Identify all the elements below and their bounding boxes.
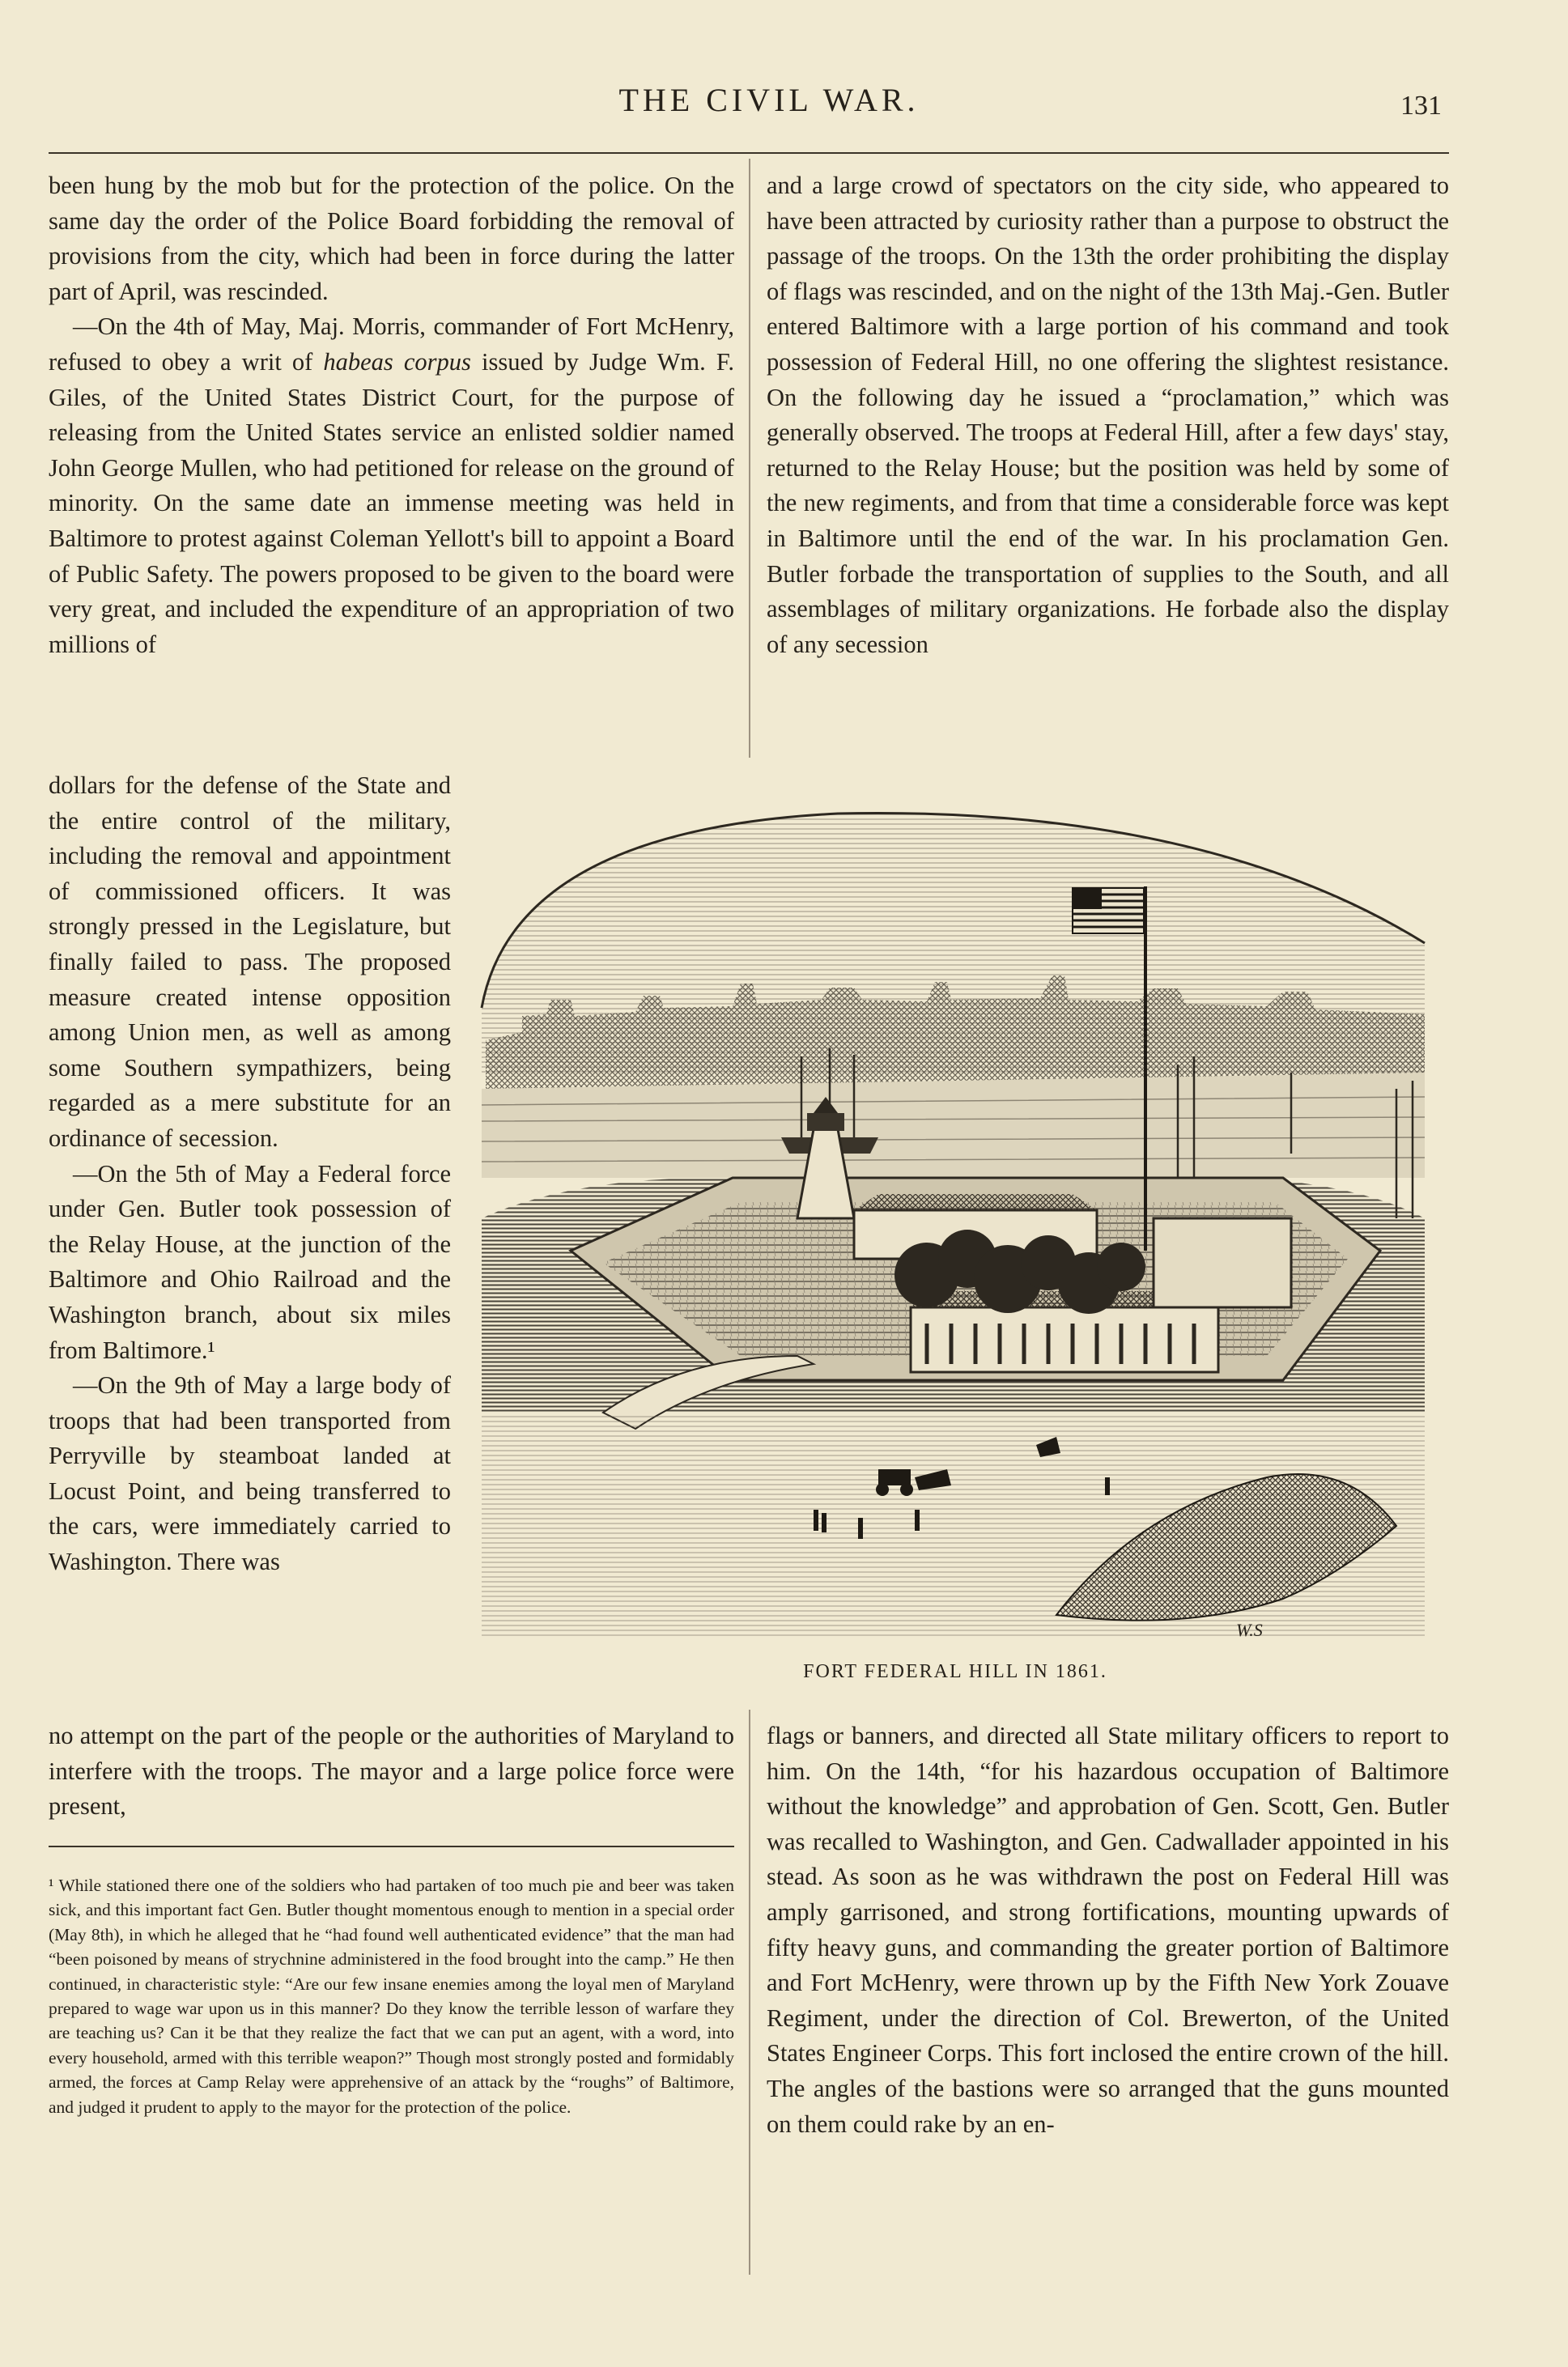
right-column-bottom: flags or banners, and directed all State military officers to report to him. On the 14th, “for his hazardous occupation of Baltimore without the knowledge” and approbation of Gen. Scott, Gen. Butler was recalled to Washington, and Gen. Cadwallader appointed in his stead. As soon as he was withdrawn the post on Federal Hill was amply garrisoned, and strong fortifications, mounting upwards of fifty heavy guns, and commanding the greater portion of Baltimore and Fort McHenry, were thrown up by the Fifth New York Zouave Regiment, under the direction of Col. Brewerton, of the United States Engineer Corps. This fort inclosed the entire crown of the hill. The angles of the bastions were so arranged that the guns mounted on them could rake by an en- bbox=[767, 1722, 1449, 2138]
engraver-signature: W.S bbox=[1236, 1620, 1263, 1640]
right-column-top: and a large crowd of spectators on the city side, who appeared to have been attracted by curiosity rather than a purpose to obstruct the passage of the troops. On the 13th the order prohibiting the display of flags was rescinded, and on the night of the 13th Maj.-Gen. Butler entered Baltimore with a large portion of his command and took possession of Federal Hill, no one offering the slightest resistance. On the following day he issued a “proclamation,” which was generally observed. The troops at Federal Hill, after a few days' stay, returned to the Relay House; but the position was held by some of the new regiments, and from that time a considerable force was kept in Baltimore until the end of the war. In his proclamation Gen. Butler forbade the transportation of supplies to the South, and all assemblages of military organizations. He forbade also the display of any secession bbox=[767, 172, 1449, 658]
paragraph: dollars for the defense of the State and the entire control of the military, including the removal and appointment of commissioned officers. It was strongly pressed in the Legislature, but finally failed to pass. The proposed measure created intense opposition among Union men, as well as among some Southern sympathizers, being regarded as a mere substitute for an ordinance of secession. bbox=[49, 771, 451, 1152]
column-divider-lower bbox=[749, 1710, 750, 2275]
column-divider-upper bbox=[749, 159, 750, 758]
paragraph-text: —On the 4th of May, Maj. Morris, commander of Fort McHenry, refused to obey a writ of bbox=[49, 312, 734, 376]
paragraph: —On the 5th of May a Federal force under Gen. Butler took possession of the Relay House, at the junction of the Baltimore and Ohio Railroad and the Washington branch, about six miles from Baltimore.¹ bbox=[49, 1159, 451, 1364]
paragraph: —On the 9th of May a large body of troops that had been transported from Perryville by steamboat landed at Locust Point, and being transferred to the cars, were immediately carried to Washington. There was bbox=[49, 1371, 451, 1576]
page-number: 131 bbox=[1400, 91, 1442, 121]
header-rule bbox=[49, 152, 1449, 154]
paragraph: been hung by the mob but for the protection of the police. On the same day the order of the Police Board forbidding the removal of provisions from the city, which had been in force during the latter part of April, was rescinded. bbox=[49, 172, 734, 305]
left-column-narrow bbox=[49, 768, 451, 1580]
left-column-top bbox=[49, 168, 734, 662]
us-flag bbox=[1073, 888, 1144, 933]
paragraph-text: issued by Judge Wm. F. Giles, of the United States District Court, for the purpose of releasing from the United States service an enlisted soldier named John George Mullen, who had petitioned for release on the ground of minority. On the same date an immense meeting was held in Baltimore to protest against Coleman Yellott's bill to appoint a Board of Public Safety. The powers proposed to be given to the board were very great, and included the expenditure of an appropriation of two millions of bbox=[49, 347, 735, 658]
running-head: THE CIVIL WAR. bbox=[618, 82, 920, 118]
fort-engraving-illustration bbox=[474, 797, 1437, 1647]
paragraph bbox=[49, 309, 734, 662]
figure-caption: FORT FEDERAL HILL IN 1861. bbox=[803, 1661, 1107, 1682]
harbor-water bbox=[482, 1073, 1425, 1178]
footnote: ¹ While stationed there one of the soldiers who had partaken of too much pie and beer was taken sick, and this important fact Gen. Butler thought momentous enough to mention in a special order (May 8th), in which he alleged that he “had found well authenticated evidence” that the man had “been poisoned by means of strychnine administered in the food brought into the camp.” He then continued, in characteristic style: “Are our few insane enemies among the loyal men of Maryland prepared to wage war upon us in this manner? Do they know the terrible lesson of warfare they are teaching us? Can it be that they realize the fact that we can put an agent, with a word, into every household, armed with this terrible weapon?” Though most strongly posted and formidably armed, the forces at Camp Relay were apprehensive of an attack by the “roughs” of Baltimore, and judged it prudent to apply to the mayor for the protection of the police. bbox=[49, 1876, 734, 2117]
italic-term: habeas corpus bbox=[323, 347, 471, 376]
footnote-rule bbox=[49, 1846, 734, 1847]
left-column-bottom: no attempt on the part of the people or the authorities of Maryland to interfere with the troops. The mayor and a large police force were present, bbox=[49, 1722, 734, 1821]
